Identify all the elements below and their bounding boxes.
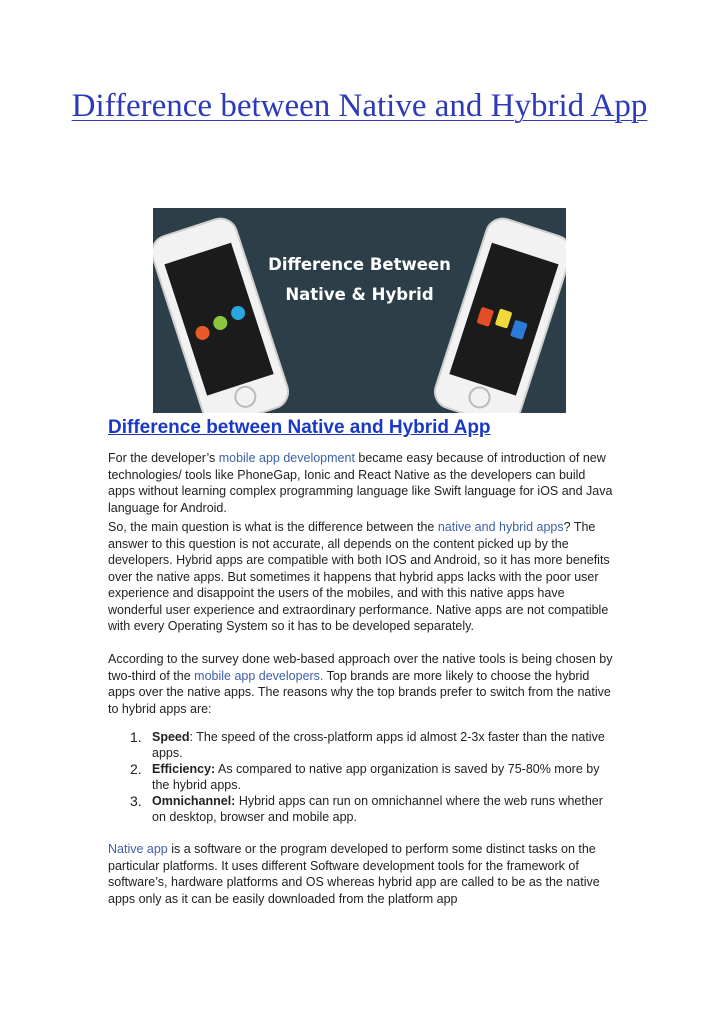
list-number: 1. — [130, 729, 142, 745]
p3-text-b: Top brands are more likely to choose the hybrid apps over the native apps. The reasons why the top brands prefer to switch from the native to hybrid apps are: — [108, 668, 611, 716]
app-icon-green — [211, 314, 229, 332]
p2-text-a: So, the main question is what is the difference between the — [108, 520, 438, 534]
mobile-app-development-link[interactable]: mobile app development — [218, 451, 355, 465]
hero-line-2: Native & Hybrid — [285, 285, 434, 304]
hero-line-1: Difference Between — [268, 255, 451, 274]
native-and-hybrid-apps-link[interactable]: native and hybrid apps — [437, 520, 564, 534]
native-app-link[interactable]: Native app — [108, 842, 168, 856]
p1-text-b: became easy because of introduction of new technologies/ tools like PhoneGap, Ionic and React Native as the developers can build apps without learning complex programming language like Swift language for iOS and Java language for Android. — [108, 451, 613, 515]
list-number: 3. — [130, 793, 142, 809]
p2-text-b: ? The answer to this question is not accurate, all depends on the content picked up by the developers. Hybrid apps are compatible with both IOS and Android, so it has more benefits over the native apps. But sometimes it happens that hybrid apps lacks with the poor user experience and disappoint the users of the mobiles, and with this native apps have wonderful user experience and extraordinary performance. Native apps are not compatible with every Operating System so it has to be developed separately. — [108, 520, 610, 633]
js-icon — [495, 308, 513, 328]
list-term: Omnichannel: — [152, 794, 236, 808]
app-icon-orange — [194, 324, 212, 342]
p4-text-b: is a software or the program developed to perform some distinct tasks on the particular platforms. It uses different Software development tools for the framework of software’s, hardware platforms and OS whereas hybrid app are called to be as the native apps only as it can be easily downloaded from the platform app — [108, 842, 600, 906]
section-heading: Difference between Native and Hybrid App — [108, 417, 491, 438]
phone-left-illustration — [153, 213, 294, 413]
hero-image — [153, 208, 566, 413]
p3-text-a: According to the survey done web-based approach over the native tools is being chosen by two-third of the — [108, 652, 613, 683]
paragraph-4 — [108, 841, 614, 907]
reasons-list — [108, 729, 614, 825]
css3-icon — [510, 320, 528, 340]
paragraph-1 — [108, 450, 614, 516]
p1-text-a: For the developer’s — [108, 451, 219, 465]
list-term: Efficiency: — [152, 762, 216, 776]
mobile-app-developers-link[interactable]: mobile app developers. — [194, 668, 324, 683]
phone-right-illustration — [429, 213, 566, 413]
page-title-text: Difference between Native and Hybrid App — [71, 88, 648, 124]
paragraph-3 — [108, 651, 614, 717]
list-term: Speed — [152, 730, 190, 744]
list-item — [108, 761, 614, 793]
list-text: Hybrid apps can run on omnichannel where the web runs whether on desktop, browser and mobile app. — [152, 794, 603, 824]
home-button-icon — [466, 384, 494, 412]
paragraph-2 — [108, 519, 614, 635]
home-button-icon — [232, 383, 260, 411]
list-text: : The speed of the cross-platform apps id almost 2-3x faster than the native apps. — [152, 730, 605, 760]
list-number: 2. — [130, 761, 142, 777]
list-item — [108, 793, 614, 825]
list-item — [108, 729, 614, 761]
hero-caption — [153, 250, 566, 310]
page-title — [0, 84, 719, 128]
list-text: As compared to native app organization is saved by 75-80% more by the hybrid apps. — [152, 762, 600, 792]
